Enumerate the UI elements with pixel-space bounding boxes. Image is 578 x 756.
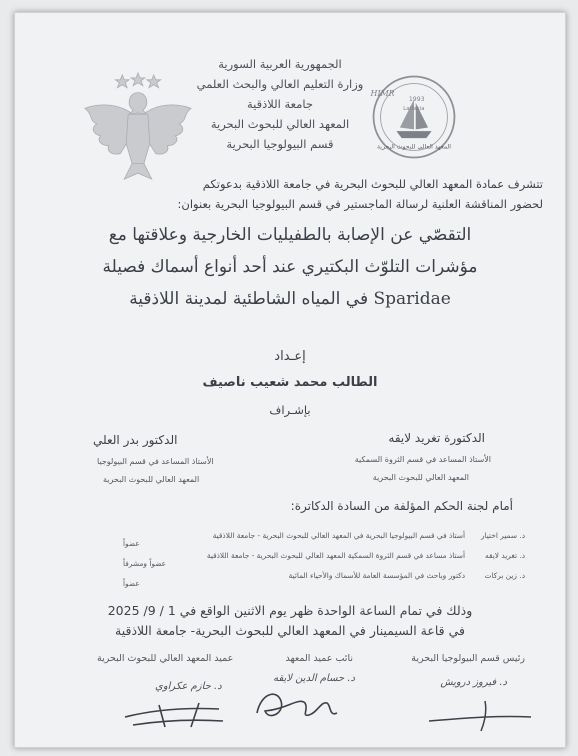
syrian-eagle-emblem	[79, 69, 197, 187]
header-institute: المعهد العالي للبحوث البحرية	[210, 117, 350, 131]
invitation-line-2: لحضور المناقشة العلنية لرسالة الماجستير في قسم البيولوجيا البحرية بعنوان:	[177, 197, 543, 211]
committee-member-1-description: أستاذ في قسم البيولوجيا البحرية في المعهد العالي للبحوث البحرية - جامعة اللاذقية	[212, 531, 465, 540]
prepared-by-label: إعـداد	[274, 349, 306, 364]
committee-member-2-role: عضواً ومشرفاً	[123, 559, 167, 568]
invitation-document	[14, 12, 566, 748]
header-ministry: وزارة التعليم العالي والبحث العلمي	[196, 77, 364, 91]
invitation-line-1: تتشرف عمادة المعهد العالي للبحوث البحرية في جامعة اللاذقية بدعوتكم	[202, 177, 543, 191]
committee-member-2-name: د. تغريد لايقه	[485, 551, 525, 560]
committee-heading: أمام لجنة الحكم المؤلفة من السادة الدكاترة:	[290, 499, 513, 513]
committee-member-3-description: دكتور وباحث في المؤسسة العامة للأسماك والأحياء المائية	[288, 571, 465, 580]
header-university: جامعة اللاذقية	[247, 97, 313, 111]
committee-member-2-description: أستاذ مساعد في قسم الثروة السمكية المعهد العالي للبحوث البحرية - جامعة اللاذقية	[206, 551, 465, 560]
committee-member-1-name: د. سمير اختيار	[480, 531, 525, 540]
dean-signature	[119, 697, 229, 733]
thesis-title-line-1: التقصّي عن الإصابة بالطفيليات الخارجية وعلاقتها مع	[108, 225, 472, 245]
thesis-title-line-2: مؤشرات التلوّث البكتيري عند أحد أنواع أسماك فصيلة	[102, 257, 478, 277]
supervisor-1-institute: المعهد العالي للبحوث البحرية	[372, 473, 469, 482]
student-name: الطالب محمد شعيب ناصيف	[202, 375, 378, 390]
signatory-title-vice-dean: نائب عميد المعهد	[285, 653, 353, 664]
seal-side-text: Lattakia	[403, 105, 425, 112]
supervisor-2-institute: المعهد العالي للبحوث البحرية	[103, 475, 200, 484]
schedule-line-1: وذلك في تمام الساعة الواحدة ظهر يوم الاثنين الواقع في 1 / 9/ 2025	[107, 603, 473, 618]
supervisor-1-title: الأستاذ المساعد في قسم الثروة السمكية	[354, 455, 491, 464]
signatory-name-dean: د. حازم عكراوي	[155, 681, 222, 692]
supervisor-2-title: الأستاذ المساعد في قسم البيولوجيا	[97, 457, 214, 466]
supervisor-1-name: الدكتورة تغريد لايقه	[388, 431, 485, 445]
signatory-name-department-head: د. فيروز درويش	[440, 677, 507, 688]
signatory-name-vice-dean: د. حسام الدين لايقه	[273, 673, 355, 684]
seal-bottom-text: المعهد العالي للبحوث البحرية	[376, 143, 452, 151]
header-department: قسم البيولوجيا البحرية	[226, 137, 334, 151]
supervision-label: بإشـراف	[269, 403, 311, 417]
department-head-signature	[425, 697, 535, 733]
committee-member-1-role: عضواً	[123, 539, 140, 548]
institute-seal-stamp	[370, 73, 458, 161]
seal-year-text: 1993	[408, 96, 425, 104]
thesis-title-line-3: Sparidae في المياه الشاطئية لمدينة اللاذقية	[129, 289, 451, 309]
seal-top-text: HIMR	[370, 88, 395, 98]
committee-member-3-role: عضواً	[123, 579, 140, 588]
signatory-title-dean: عميد المعهد العالي للبحوث البحرية	[97, 653, 234, 664]
header-republic: الجمهورية العربية السورية	[218, 57, 342, 71]
supervisor-2-name: الدكتور بدر العلي	[93, 433, 178, 447]
committee-member-3-name: د. زين بركات	[484, 571, 525, 580]
vice-dean-signature	[247, 683, 343, 727]
signatory-title-department-head: رئيس قسم البيولوجيا البحرية	[411, 653, 525, 664]
schedule-line-2: في قاعة السيمينار في المعهد العالي للبحوث البحرية- جامعة اللاذقية	[115, 623, 465, 638]
